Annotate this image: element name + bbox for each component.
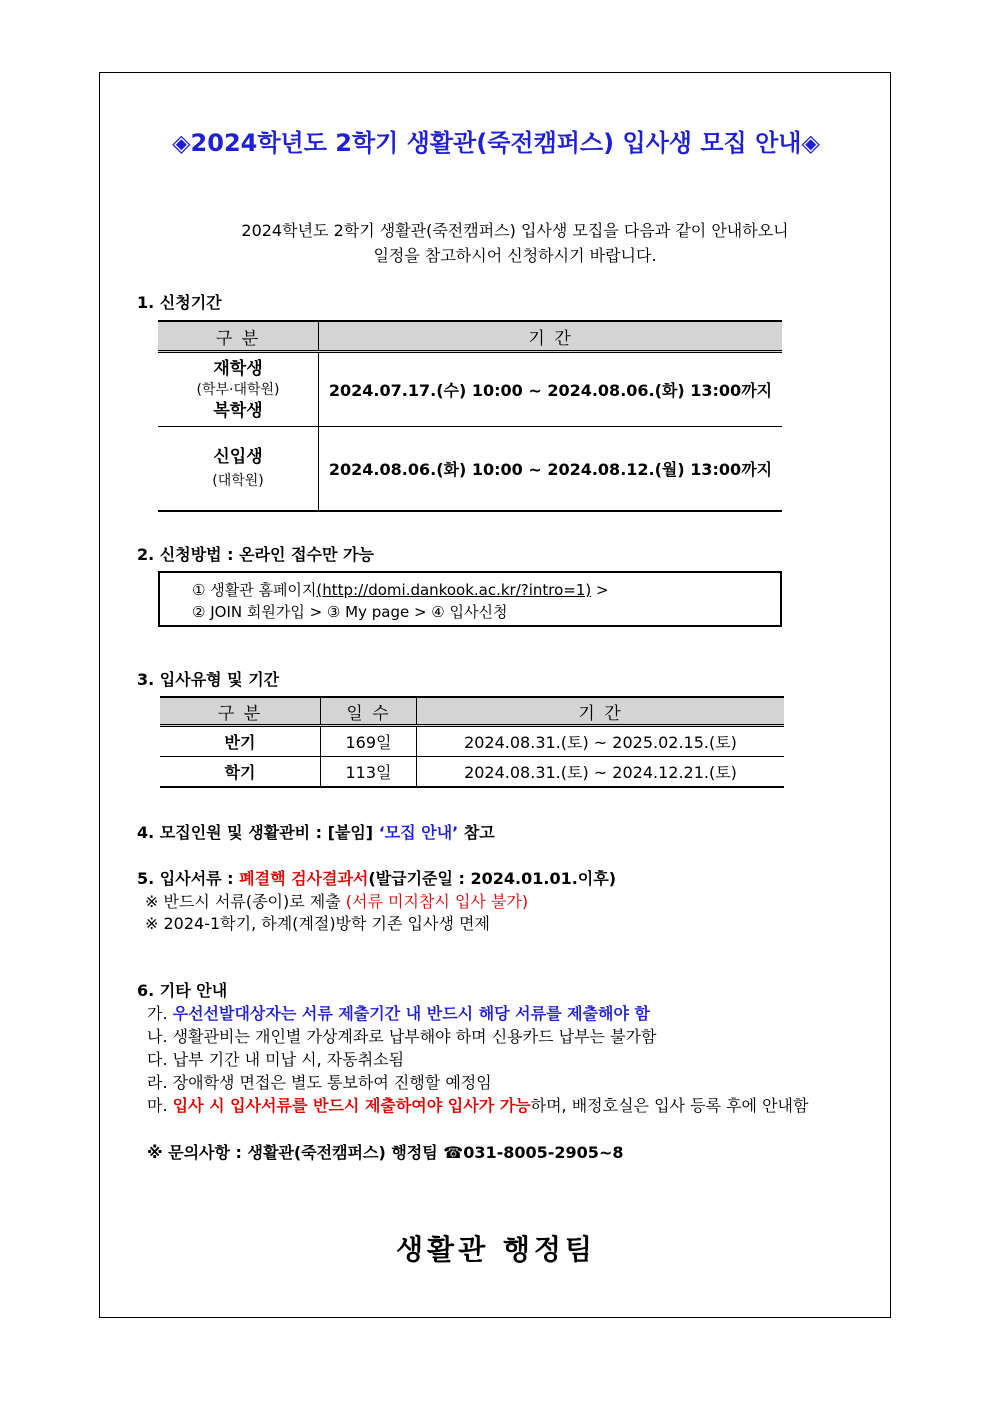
application-method-box [158, 571, 782, 627]
item-ma-prefix: 마. [147, 1096, 173, 1115]
section6-heading: 6. 기타 안내 [137, 981, 228, 1000]
col-period: 기 간 [417, 697, 785, 726]
period-value: 2024.07.17.(수) 10:00 ~ 2024.08.06.(화) 13:00까지 [319, 352, 783, 427]
homepage-link[interactable]: (http://domi.dankook.ac.kr/?intro=1) [316, 581, 592, 599]
section5-note2: ※ 2024-1학기, 하계(계절)방학 기존 입사생 면제 [145, 914, 490, 933]
section5-suffix: (발급기준일 : 2024.01.01.이후) [368, 869, 617, 888]
note1-text: ※ 반드시 서류(종이)로 제출 [145, 892, 346, 911]
step1-suffix: > [591, 581, 609, 599]
section5-prefix: 5. 입사서류 : [137, 869, 240, 888]
period-value: 2024.08.06.(화) 10:00 ~ 2024.08.12.(월) 13:00까지 [319, 427, 783, 512]
table-header-row [158, 321, 782, 352]
period-cell: 2024.08.31.(토) ~ 2025.02.15.(토) [417, 726, 785, 757]
method-step2: ② JOIN 회원가입 > ③ My page > ④ 입사신청 [192, 603, 508, 621]
table-row [158, 427, 782, 512]
item-ra: 라. 장애학생 면접은 별도 통보하여 진행할 예정임 [147, 1073, 492, 1092]
item-ga-text: 우선선발대상자는 서류 제출기간 내 반드시 해당 서류를 제출해야 함 [172, 1004, 650, 1023]
section5-note1 [145, 889, 528, 912]
col-days: 일 수 [321, 697, 417, 726]
col-period: 기 간 [319, 321, 783, 352]
days-cell: 169일 [321, 726, 417, 757]
item-ma [147, 1093, 808, 1116]
label-mid: (학부·대학원) [196, 381, 280, 398]
item-ga-prefix: 가. [147, 1004, 173, 1023]
table-row [160, 757, 784, 788]
method-step1 [192, 579, 609, 600]
step1-text: ① 생활관 홈페이지 [192, 581, 317, 599]
required-document: 폐결핵 검사결과서 [239, 869, 369, 888]
note1-warning: (서류 미지참시 입사 불가) [345, 892, 529, 911]
intro-line-1: 2024학년도 2학기 생활관(죽전캠퍼스) 입사생 모집을 다음과 같이 안내하오니 [241, 221, 789, 240]
period-cell: 2024.08.31.(토) ~ 2024.12.21.(토) [417, 757, 785, 788]
recruit-guide-ref: ‘모집 안내’ [378, 823, 459, 842]
label-top: 재학생 [213, 358, 263, 379]
section4-line [137, 820, 495, 843]
row-label [158, 427, 319, 512]
table-header-row [160, 697, 784, 726]
issuer-name: 생활관 행정팀 [395, 1233, 597, 1266]
item-ma-red: 입사 시 입사서류를 반드시 제출하여야 입사가 가능 [172, 1096, 531, 1115]
section3-heading: 3. 입사유형 및 기간 [137, 670, 280, 689]
section1-heading: 1. 신청기간 [137, 293, 222, 312]
item-ga [147, 1001, 650, 1024]
item-na: 나. 생활관비는 개인별 가상계좌로 납부해야 하며 신용카드 납부는 불가함 [147, 1027, 657, 1046]
section4-prefix: 4. 모집인원 및 생활관비 : [붙임] [137, 823, 379, 842]
col-category: 구 분 [158, 321, 319, 352]
contact-line: ※ 문의사항 : 생활관(죽전캠퍼스) 행정팀 ☎031-8005-2905~8 [147, 1143, 624, 1162]
page-title: ◈2024학년도 2학기 생활관(죽전캠퍼스) 입사생 모집 안내◈ [172, 129, 820, 157]
type-cell: 학기 [160, 757, 321, 788]
row-label [158, 352, 319, 427]
label-bottom: 복학생 [213, 400, 263, 421]
item-da: 다. 납부 기간 내 미납 시, 자동취소됨 [147, 1050, 405, 1069]
table-row [160, 726, 784, 757]
table-row [158, 352, 782, 427]
application-period-table [158, 320, 782, 512]
col-type: 구 분 [160, 697, 321, 726]
label-top: 신입생 [213, 446, 263, 467]
item-ma-suffix: 하며, 배정호실은 입사 등록 후에 안내함 [530, 1096, 809, 1115]
label-mid: (대학원) [212, 472, 264, 489]
residence-type-table [160, 696, 784, 788]
section4-suffix: 참고 [458, 823, 495, 842]
section5-line [137, 866, 616, 889]
section2-heading: 2. 신청방법 : 온라인 접수만 가능 [137, 545, 374, 564]
intro-line-2: 일정을 참고하시어 신청하시기 바랍니다. [373, 246, 657, 265]
type-cell: 반기 [160, 726, 321, 757]
days-cell: 113일 [321, 757, 417, 788]
